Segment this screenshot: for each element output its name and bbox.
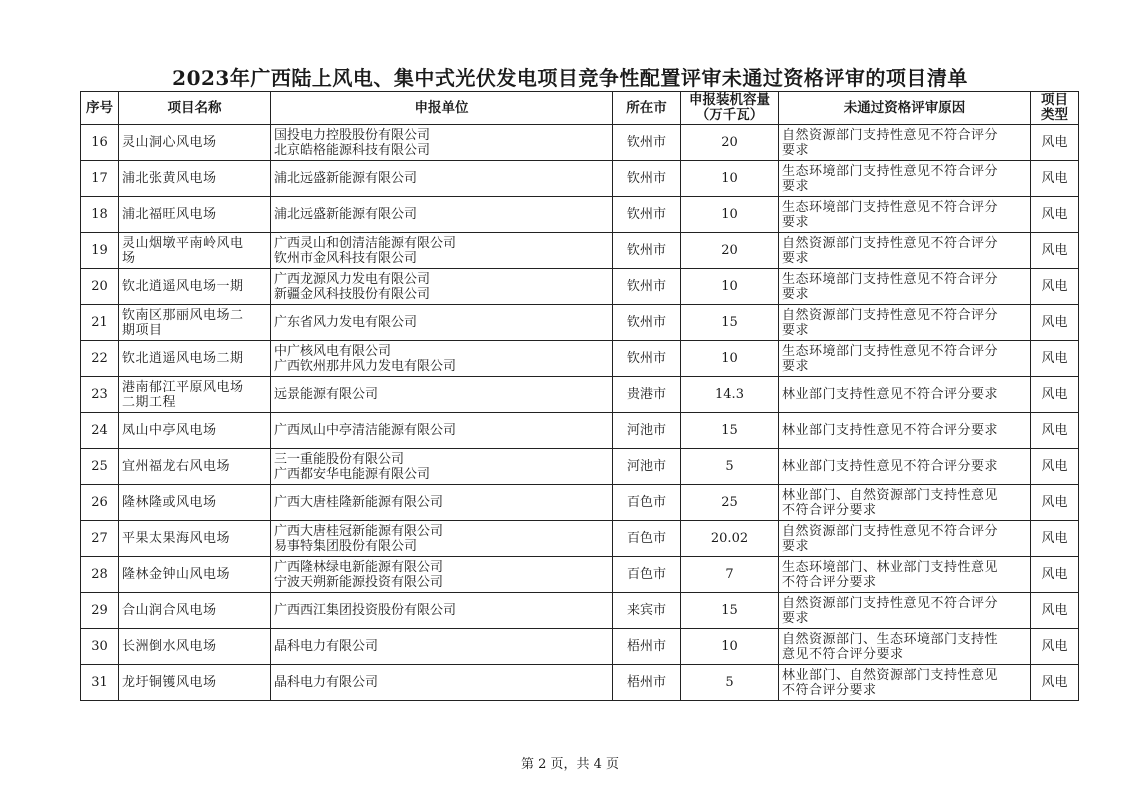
cell-type: 风电 (1031, 161, 1079, 197)
cell-reason (779, 197, 1031, 233)
header-type-line1: 项目 (1041, 92, 1068, 108)
cell-project-name (119, 557, 271, 593)
cell-city: 百色市 (613, 557, 681, 593)
reason-line: 不符合评分要求 (782, 574, 877, 590)
cell-applicant (271, 233, 613, 269)
name-line: 场 (122, 250, 136, 266)
cell-capacity: 20 (681, 233, 779, 269)
cell-applicant (271, 485, 613, 521)
cell-capacity: 10 (681, 269, 779, 305)
table-row (81, 305, 1079, 341)
cell-capacity: 15 (681, 305, 779, 341)
unit-line: 浦北远盛新能源有限公司 (274, 171, 418, 186)
table-row (81, 197, 1079, 233)
cell-capacity: 10 (681, 341, 779, 377)
cell-reason (779, 305, 1031, 341)
cell-capacity: 20.02 (681, 521, 779, 557)
header-capacity-line2: （万千瓦） (695, 107, 764, 123)
cell-applicant (271, 665, 613, 701)
table-row (81, 341, 1079, 377)
unit-line: 宁波天朔新能源投资有限公司 (274, 574, 444, 590)
cell-applicant (271, 125, 613, 161)
unit-line: 浦北远盛新能源有限公司 (274, 207, 418, 222)
cell-type: 风电 (1031, 449, 1079, 485)
cell-type: 风电 (1031, 305, 1079, 341)
reason-line: 林业部门、自然资源部门支持性意见 (782, 487, 999, 503)
unit-line: 广西隆林绿电新能源有限公司 (274, 559, 444, 575)
reason-line: 不符合评分要求 (782, 682, 877, 698)
reason-line: 生态环境部门支持性意见不符合评分 (782, 343, 999, 359)
reason-line: 自然资源部门支持性意见不符合评分 (782, 307, 999, 323)
table-row (81, 413, 1079, 449)
unit-line: 远景能源有限公司 (274, 387, 379, 402)
cell-reason (779, 629, 1031, 665)
cell-capacity: 15 (681, 413, 779, 449)
name-line: 港南郁江平原风电场 (122, 379, 244, 395)
cell-type: 风电 (1031, 341, 1079, 377)
cell-project-name (119, 593, 271, 629)
name-line: 灵山洞心风电场 (122, 135, 217, 150)
name-line: 凤山中亭风电场 (122, 423, 217, 438)
unit-line: 中广核风电有限公司 (274, 343, 392, 359)
reason-line: 要求 (782, 286, 810, 302)
cell-city: 来宾市 (613, 593, 681, 629)
unit-line: 钦州市金风科技有限公司 (274, 250, 418, 266)
unit-line: 广西都安华电能源有限公司 (274, 466, 431, 482)
name-line: 灵山烟墩平南岭风电 (122, 235, 244, 251)
name-line: 平果太果海风电场 (122, 531, 231, 546)
cell-type: 风电 (1031, 197, 1079, 233)
reason-line: 生态环境部门支持性意见不符合评分 (782, 163, 999, 179)
cell-capacity: 10 (681, 629, 779, 665)
unit-line: 广西西江集团投资股份有限公司 (274, 603, 457, 618)
unit-line: 三一重能股份有限公司 (274, 451, 405, 467)
reason-line: 自然资源部门支持性意见不符合评分 (782, 235, 999, 251)
cell-project-name (119, 305, 271, 341)
cell-capacity: 7 (681, 557, 779, 593)
header-no: 序号 (81, 92, 119, 125)
reason-line: 要求 (782, 250, 810, 266)
unit-line: 国投电力控股股份有限公司 (274, 127, 431, 143)
name-line: 二期工程 (122, 394, 177, 410)
unit-line: 广西大唐桂隆新能源有限公司 (274, 495, 444, 510)
reason-line: 生态环境部门支持性意见不符合评分 (782, 199, 999, 215)
cell-applicant (271, 197, 613, 233)
cell-no: 30 (81, 629, 119, 665)
cell-reason (779, 521, 1031, 557)
unit-line: 新疆金风科技股份有限公司 (274, 286, 431, 302)
unit-line: 广西钦州那井风力发电有限公司 (274, 358, 457, 374)
table-row (81, 161, 1079, 197)
project-table (80, 91, 1079, 701)
name-line: 龙圩铜镬风电场 (122, 675, 217, 690)
unit-line: 广西凤山中亭清洁能源有限公司 (274, 423, 457, 438)
table-row (81, 485, 1079, 521)
cell-city: 钦州市 (613, 305, 681, 341)
name-line: 钦北逍遥风电场二期 (122, 351, 244, 366)
cell-capacity: 10 (681, 161, 779, 197)
unit-line: 广西龙源风力发电有限公司 (274, 271, 431, 287)
cell-no: 16 (81, 125, 119, 161)
cell-capacity: 5 (681, 449, 779, 485)
cell-applicant (271, 593, 613, 629)
cell-no: 17 (81, 161, 119, 197)
cell-project-name (119, 521, 271, 557)
header-type-line2: 类型 (1041, 107, 1068, 123)
unit-line: 晶科电力有限公司 (274, 675, 379, 690)
cell-reason (779, 485, 1031, 521)
name-line: 期项目 (122, 322, 163, 338)
cell-city: 梧州市 (613, 629, 681, 665)
cell-no: 22 (81, 341, 119, 377)
cell-project-name (119, 161, 271, 197)
cell-no: 28 (81, 557, 119, 593)
cell-project-name (119, 269, 271, 305)
name-line: 隆林隆或风电场 (122, 495, 217, 510)
reason-line: 自然资源部门支持性意见不符合评分 (782, 127, 999, 143)
cell-reason (779, 557, 1031, 593)
table-row (81, 377, 1079, 413)
cell-applicant (271, 521, 613, 557)
cell-no: 27 (81, 521, 119, 557)
reason-line: 林业部门、自然资源部门支持性意见 (782, 667, 999, 683)
cell-reason (779, 593, 1031, 629)
document-title: 2023年广西陆上风电、集中式光伏发电项目竞争性配置评审未通过资格评审的项目清单 (172, 66, 968, 90)
cell-applicant (271, 269, 613, 305)
header-unit: 申报单位 (271, 92, 613, 125)
page-footer: 第 2 页，共 4 页 (520, 757, 620, 772)
cell-city: 钦州市 (613, 269, 681, 305)
cell-type: 风电 (1031, 521, 1079, 557)
cell-type: 风电 (1031, 485, 1079, 521)
header-name: 项目名称 (119, 92, 271, 125)
cell-project-name (119, 629, 271, 665)
cell-no: 26 (81, 485, 119, 521)
unit-line: 晶科电力有限公司 (274, 639, 379, 654)
table-row (81, 449, 1079, 485)
cell-type: 风电 (1031, 665, 1079, 701)
cell-no: 23 (81, 377, 119, 413)
reason-line: 要求 (782, 178, 810, 194)
reason-line: 不符合评分要求 (782, 502, 877, 518)
cell-reason (779, 125, 1031, 161)
cell-city: 百色市 (613, 521, 681, 557)
cell-no: 25 (81, 449, 119, 485)
header-capacity-line1: 申报装机容量 (689, 92, 770, 108)
table-row (81, 593, 1079, 629)
name-line: 长洲倒水风电场 (122, 639, 217, 654)
table-row (81, 629, 1079, 665)
cell-no: 20 (81, 269, 119, 305)
cell-applicant (271, 161, 613, 197)
reason-line: 自然资源部门支持性意见不符合评分 (782, 523, 999, 539)
cell-no: 18 (81, 197, 119, 233)
cell-city: 百色市 (613, 485, 681, 521)
cell-project-name (119, 125, 271, 161)
reason-line: 要求 (782, 214, 810, 230)
reason-line: 生态环境部门支持性意见不符合评分 (782, 271, 999, 287)
cell-applicant (271, 305, 613, 341)
cell-applicant (271, 413, 613, 449)
reason-line: 要求 (782, 538, 810, 554)
name-line: 合山润合风电场 (122, 603, 217, 618)
cell-capacity: 5 (681, 665, 779, 701)
cell-reason (779, 341, 1031, 377)
cell-city: 钦州市 (613, 233, 681, 269)
cell-type: 风电 (1031, 233, 1079, 269)
cell-city: 钦州市 (613, 341, 681, 377)
header-city: 所在市 (613, 92, 681, 125)
reason-line: 要求 (782, 322, 810, 338)
table-row (81, 233, 1079, 269)
cell-capacity: 10 (681, 197, 779, 233)
cell-no: 29 (81, 593, 119, 629)
name-line: 宜州福龙右风电场 (122, 459, 231, 474)
cell-city: 贵港市 (613, 377, 681, 413)
table-row (81, 269, 1079, 305)
cell-city: 梧州市 (613, 665, 681, 701)
cell-reason (779, 377, 1031, 413)
cell-project-name (119, 665, 271, 701)
cell-city: 钦州市 (613, 161, 681, 197)
cell-applicant (271, 377, 613, 413)
cell-type: 风电 (1031, 413, 1079, 449)
cell-city: 河池市 (613, 413, 681, 449)
table-row (81, 521, 1079, 557)
cell-capacity: 25 (681, 485, 779, 521)
cell-type: 风电 (1031, 593, 1079, 629)
cell-reason (779, 449, 1031, 485)
unit-line: 广东省风力发电有限公司 (274, 315, 418, 330)
unit-line: 易事特集团股份有限公司 (274, 538, 418, 554)
cell-capacity: 20 (681, 125, 779, 161)
cell-applicant (271, 557, 613, 593)
table-header-row (81, 92, 1079, 125)
table-row (81, 665, 1079, 701)
cell-project-name (119, 233, 271, 269)
cell-capacity: 14.3 (681, 377, 779, 413)
cell-reason (779, 413, 1031, 449)
cell-project-name (119, 485, 271, 521)
reason-line: 要求 (782, 610, 810, 626)
cell-no: 24 (81, 413, 119, 449)
cell-project-name (119, 413, 271, 449)
table-row (81, 125, 1079, 161)
cell-type: 风电 (1031, 125, 1079, 161)
cell-no: 31 (81, 665, 119, 701)
reason-line: 要求 (782, 358, 810, 374)
cell-type: 风电 (1031, 629, 1079, 665)
cell-city: 钦州市 (613, 125, 681, 161)
name-line: 钦南区那丽风电场二 (122, 307, 244, 323)
unit-line: 广西灵山和创清洁能源有限公司 (274, 235, 457, 251)
reason-line: 林业部门支持性意见不符合评分要求 (782, 459, 999, 474)
reason-line: 自然资源部门支持性意见不符合评分 (782, 595, 999, 611)
cell-reason (779, 269, 1031, 305)
reason-line: 生态环境部门、林业部门支持性意见 (782, 559, 999, 575)
cell-capacity: 15 (681, 593, 779, 629)
table-row (81, 557, 1079, 593)
cell-type: 风电 (1031, 377, 1079, 413)
cell-applicant (271, 449, 613, 485)
cell-applicant (271, 629, 613, 665)
cell-project-name (119, 197, 271, 233)
name-line: 浦北福旺风电场 (122, 207, 217, 222)
cell-city: 钦州市 (613, 197, 681, 233)
cell-city: 河池市 (613, 449, 681, 485)
header-type (1031, 92, 1079, 125)
cell-reason (779, 233, 1031, 269)
cell-type: 风电 (1031, 557, 1079, 593)
header-capacity (681, 92, 779, 125)
cell-reason (779, 665, 1031, 701)
reason-line: 林业部门支持性意见不符合评分要求 (782, 387, 999, 402)
reason-line: 要求 (782, 142, 810, 158)
reason-line: 自然资源部门、生态环境部门支持性 (782, 631, 999, 647)
reason-line: 意见不符合评分要求 (782, 646, 904, 662)
cell-project-name (119, 377, 271, 413)
cell-project-name (119, 341, 271, 377)
cell-type: 风电 (1031, 269, 1079, 305)
cell-no: 19 (81, 233, 119, 269)
name-line: 隆林金钟山风电场 (122, 567, 231, 582)
name-line: 钦北逍遥风电场一期 (122, 279, 244, 294)
unit-line: 广西大唐桂冠新能源有限公司 (274, 523, 444, 539)
unit-line: 北京皓格能源科技有限公司 (274, 142, 431, 158)
reason-line: 林业部门支持性意见不符合评分要求 (782, 423, 999, 438)
cell-reason (779, 161, 1031, 197)
cell-no: 21 (81, 305, 119, 341)
cell-project-name (119, 449, 271, 485)
name-line: 浦北张黄风电场 (122, 171, 217, 186)
cell-applicant (271, 341, 613, 377)
header-reason: 未通过资格评审原因 (779, 92, 1031, 125)
